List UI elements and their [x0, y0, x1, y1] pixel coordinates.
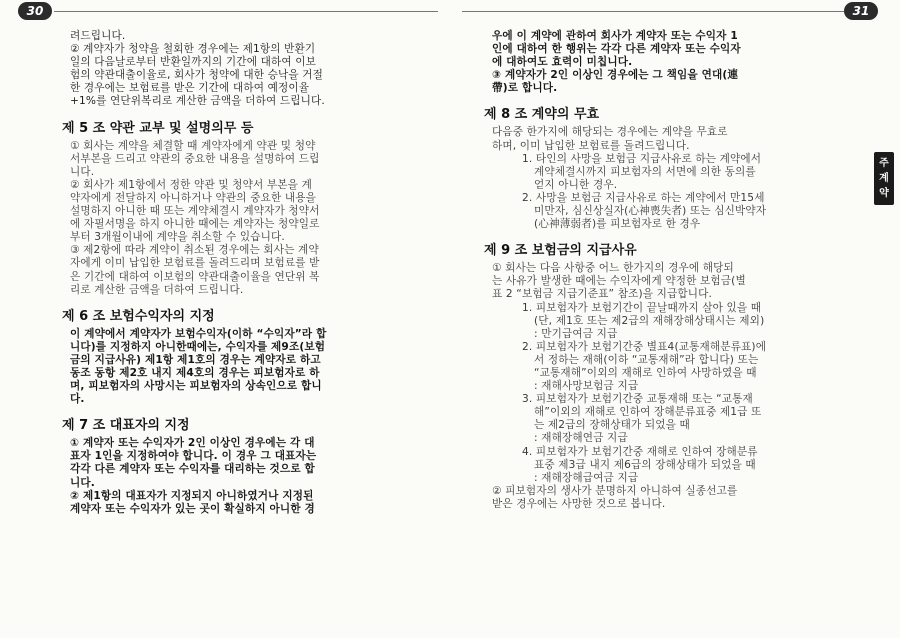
page-number: 31	[844, 2, 878, 20]
text-line: 인에 대하여 한 행위는 각각 다른 계약자 또는 수익자	[492, 43, 741, 56]
list-item: : 만기급여금 지급	[534, 327, 618, 340]
text-line: 우에 이 계약에 관하여 회사가 계약자 또는 수익자 1	[492, 30, 738, 42]
right-page	[450, 0, 900, 638]
text-line: ③ 계약자가 2인 이상인 경우에는 그 책임을 연대(連	[492, 69, 739, 82]
text-line: 금의 지급사유) 제1항 제1호의 경우는 계약자로 하고	[70, 353, 321, 366]
article-5-body	[70, 140, 428, 297]
list-item: 표중 제3급 내지 제6급의 장해상태가 되었을 때	[534, 458, 756, 471]
text-line: 이 계약에서 계약자가 보험수익자(이하 “수익자”라 합	[70, 327, 327, 340]
text-line: 하며, 이미 납입한 보험료를 돌려드립니다.	[492, 139, 690, 152]
list-item: 1. 피보험자가 보험기간이 끝날때까지 살아 있을 때	[522, 301, 762, 314]
text-line: ③ 제2항에 따라 계약이 취소된 경우에는 회사는 계약	[70, 244, 319, 257]
list-item: 서 정하는 재해(이하 “교통재해”라 합니다) 또는	[534, 353, 759, 366]
article-8-body	[492, 126, 852, 231]
header-rule	[54, 11, 438, 12]
text-line: 려드립니다.	[70, 30, 126, 42]
side-tab-char: 계	[879, 173, 889, 184]
text-line: 설명하지 아니한 때 또는 계약체결시 계약자가 청약서	[70, 205, 320, 218]
article-5-heading: 제 5 조 약관 교부 및 설명의무 등	[62, 120, 254, 136]
text-line: 니다)를 지정하지 아니한때에는, 수익자를 제9조(보험	[70, 340, 326, 353]
text-line: 에 대하여도 효력이 미칩니다.	[492, 56, 633, 69]
list-item: : 재해장해급여금 지급	[534, 471, 639, 484]
article-8-heading: 제 8 조 계약의 무효	[484, 107, 600, 123]
text-line: ① 회사는 다음 사항중 어느 한가지의 경우에 해당되	[492, 262, 734, 275]
list-item: 2. 피보험자가 보험기간중 별표4(교통재해분류표)에	[522, 340, 767, 353]
article-7-heading: 제 7 조 대표자의 지정	[62, 418, 190, 434]
section-side-tab	[874, 152, 894, 205]
side-tab-char: 주	[879, 158, 889, 169]
text-line: 니다.	[70, 165, 95, 178]
header-rule	[462, 11, 844, 12]
article-9-heading: 제 9 조 보험금의 지급사유	[484, 243, 637, 259]
list-item: 3. 피보험자가 보험기간중 교통재해 또는 “교통재	[522, 393, 753, 406]
text-line: ① 계약자 또는 수익자가 2인 이상인 경우에는 각 대	[70, 437, 315, 450]
intro-block	[70, 30, 428, 109]
list-item: 는 제2급의 장해상태가 되었을 때	[534, 419, 690, 432]
list-item: : 재해장해연금 지급	[534, 432, 628, 445]
side-tab-char: 약	[879, 188, 889, 199]
article-7-body	[70, 437, 428, 516]
text-line: 한 경우에는 보험료를 받은 기간에 대하여 예정이율	[70, 82, 310, 95]
list-item: (단, 제1호 또는 제2급의 재해장해상태시는 제외)	[534, 314, 765, 327]
list-item: “교통재해”이외의 재해로 인하여 사망하였을 때	[534, 366, 757, 379]
list-item: 4. 피보험자가 보험기간중 재해로 인하여 장해분류	[522, 445, 758, 458]
text-line: 받은 경우에는 사망한 것으로 봅니다.	[492, 497, 666, 510]
list-item: 얻지 아니한 경우.	[534, 178, 618, 191]
text-line: ② 계약자가 청약을 철회한 경우에는 제1항의 반환기	[70, 43, 316, 56]
text-line: 표 2 “보험금 지급기준표” 참조)을 지급합니다.	[492, 288, 713, 301]
list-item: 1. 타인의 사망을 보험금 지급사유로 하는 계약에서	[522, 152, 762, 165]
text-line: +1%를 연단위복리로 계산한 금액을 더하여 드립니다.	[70, 95, 325, 108]
text-line: 帶)로 합니다.	[492, 82, 558, 95]
list-item: 해”이외의 재해로 인하여 장해분류표중 제1급 또	[534, 406, 762, 419]
text-line: 다음중 한가지에 해당되는 경우에는 계약을 무효로	[492, 126, 728, 139]
list-item: 2. 사망을 보험금 지급사유로 하는 계약에서 만15세	[522, 191, 765, 204]
list-item: : 재해사망보험금 지급	[534, 380, 639, 393]
text-line: 일의 다음날로부터 반환일까지의 기간에 대하여 이보	[70, 56, 317, 69]
text-line: 서부본을 드리고 약관의 중요한 내용을 설명하여 드립	[70, 152, 320, 165]
list-item: 계약체결시까지 피보험자의 서면에 의한 동의를	[534, 165, 756, 178]
text-line: ② 회사가 제1항에서 정한 약관 및 청약서 부본을 계	[70, 178, 312, 191]
text-line: 자에게 이미 납입한 보험료를 돌려드리며 보험료를 받	[70, 257, 320, 270]
intro-block	[492, 30, 852, 95]
text-line: 동조 동항 제2호 내지 제4호의 경우는 피보험자로 하	[70, 366, 320, 379]
text-line: 다.	[70, 393, 85, 406]
text-line: 계약자 또는 수익자가 있는 곳이 확실하지 아니한 경	[70, 502, 315, 515]
article-9-body	[492, 262, 852, 511]
text-line: 는 사유가 발생한 때에는 수익자에게 약정한 보험금(별	[492, 275, 746, 288]
text-line: ② 제1항의 대표자가 지정되지 아니하였거나 지정된	[70, 489, 314, 502]
text-line: 표자 1인을 지정하여야 합니다. 이 경우 그 대표자는	[70, 450, 317, 463]
text-line: 은 기간에 대하여 이보험의 약관대출이율을 연단위 복	[70, 270, 320, 283]
list-item: (心神薄弱者)를 피보험자로 한 경우	[534, 218, 701, 231]
text-line: ① 회사는 계약을 체결할 때 계약자에게 약관 및 청약	[70, 139, 316, 152]
text-line: 니다.	[70, 476, 95, 489]
text-line: 험의 약관대출이율로, 회사가 청약에 대한 승낙을 거절	[70, 69, 324, 82]
text-line: 리로 계산한 금액을 더하여 드립니다.	[70, 283, 244, 296]
text-line: 각각 다른 계약자 또는 수익자를 대리하는 것으로 합	[70, 463, 315, 476]
text-line: ② 피보험자의 생사가 분명하지 아니하여 실종선고를	[492, 484, 738, 497]
text-line: 며, 피보험자의 사망시는 피보험자의 상속인으로 합니	[70, 380, 322, 393]
text-line: 에 자필서명을 하지 아니한 때에는 계약자는 청약일로	[70, 218, 320, 231]
article-6-heading: 제 6 조 보험수익자의 지정	[62, 308, 215, 324]
article-6-body	[70, 328, 428, 407]
text-line: 약자에게 전달하지 아니하거나 약관의 중요한 내용을	[70, 191, 317, 204]
page-number: 30	[18, 2, 52, 20]
list-item: 미만자, 심신상실자(心神喪失者) 또는 심신박약자	[534, 205, 767, 218]
text-line: 부터 3개월이내에 계약을 취소할 수 있습니다.	[70, 231, 285, 244]
